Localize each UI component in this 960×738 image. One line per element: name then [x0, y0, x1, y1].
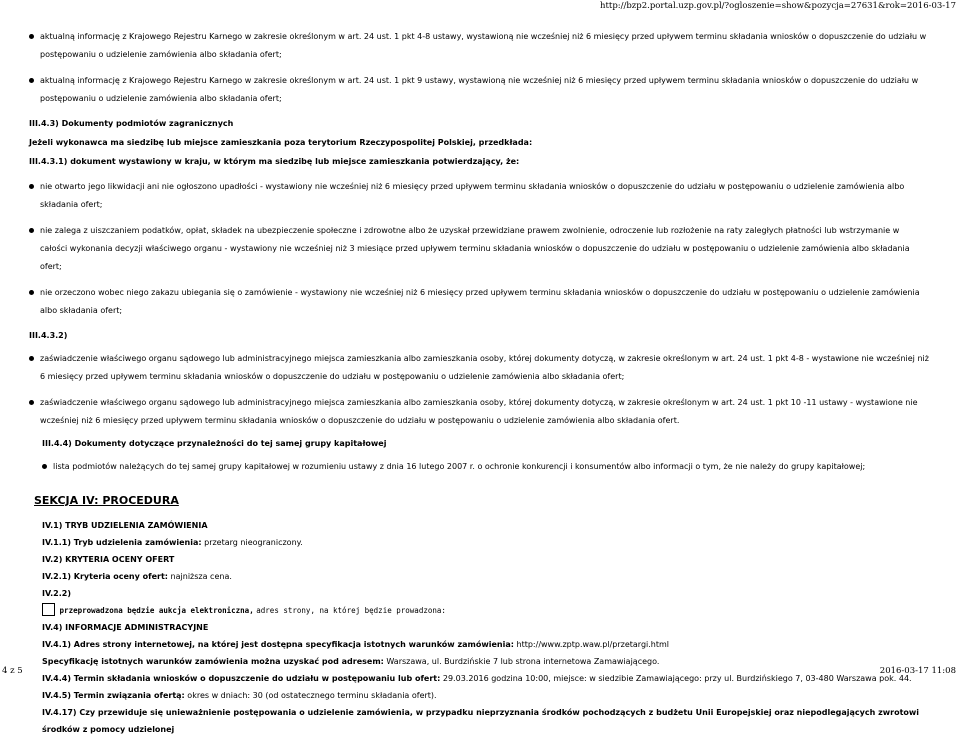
list-item: nie otwarto jego likwidacji ani nie ogłoszono upadłości - wystawiony nie wcześniej niż 6 miesięcy przed upływem terminu składania wniosków o dopuszczenie do udziału w postępowaniu o udzielenie zamówienia albo składania ofert;: [29, 178, 929, 214]
auction-checkbox[interactable]: [42, 603, 55, 616]
section-iii-4-4: [29, 436, 929, 476]
field-row: [42, 568, 929, 585]
section-heading: III.4.4) Dokumenty dotyczące przynależności do tej samej grupy kapitałowej: [42, 439, 387, 448]
section-subtitle: Jeżeli wykonawca ma siedzibę lub miejsce zamieszkania poza terytorium Rzeczypospolitej Polskiej, przedkłada:: [29, 138, 533, 147]
list-item: zaświadczenie właściwego organu sądowego lub administracyjnego miejsca zamieszkania albo zamieszkania osoby, której dokumenty dotyczą, w zakresie określonym w art. 24 ust. 1 pkt 10 -11 ustawy - wystawione nie wcześniej niż 6 miesięcy przed upływem terminu składania wniosków o dopuszczenie do udziału w postępowaniu o udzielenie zamówienia albo składania ofert.: [29, 394, 929, 430]
field-value: przetarg nieograniczony.: [204, 538, 303, 547]
subsection-heading: III.4.3.2): [29, 331, 68, 340]
checkbox-label-rest: adres strony, na której będzie prowadzona:: [256, 606, 446, 615]
field-value: 29.03.2016 godzina 10:00, miejsce: w siedzibie Zamawiającego: przy ul. Burdzińskiego 7, 03-480 Warszawa pok. 44.: [442, 674, 912, 683]
field-label: IV.2.1) Kryteria oceny ofert:: [42, 572, 168, 581]
bullet-list: [42, 458, 929, 476]
page-url: http://bzp2.portal.uzp.gov.pl/?ogloszenie=show&pozycja=27631&rok=2016-03-17: [600, 1, 956, 11]
field-row: [42, 534, 929, 551]
bullet-list: [29, 178, 929, 320]
field-label: IV.4.1) Adres strony internetowej, na której jest dostępna specyfikacja istotnych warunków zamówienia:: [42, 640, 514, 649]
document-body: [29, 28, 929, 738]
field-row: [42, 653, 929, 670]
field-label: IV.2.2): [42, 589, 72, 598]
field-value: najniższa cena.: [170, 572, 232, 581]
list-item: lista podmiotów należących do tej samej grupy kapitałowej w rozumieniu ustawy z dnia 16 lutego 2007 r. o ochronie konkurencji i konsumentów albo informacji o tym, że nie należy do grupy kapitałowej;: [42, 458, 929, 476]
section-iii-4-3: [29, 116, 929, 430]
bullet-list: [29, 350, 929, 430]
checkbox-label: przeprowadzona będzie aukcja elektroniczna,: [59, 606, 254, 615]
section-heading: IV.2) KRYTERIA OCENY OFERT: [42, 555, 175, 564]
field-label: IV.4.5) Termin związania ofertą:: [42, 691, 185, 700]
subsection-heading: III.4.3.1) dokument wystawiony w kraju, w którym ma siedzibę lub miejsce zamieszkania potwierdzający, że:: [29, 157, 520, 166]
field-label: IV.4.4) Termin składania wniosków o dopuszczenie do udziału w postępowaniu lub ofert:: [42, 674, 441, 683]
field-row: [42, 670, 929, 687]
section-heading: III.4.3) Dokumenty podmiotów zagranicznych: [29, 119, 234, 128]
print-timestamp: 2016-03-17 11:08: [879, 666, 956, 676]
field-row: [42, 636, 929, 653]
list-item: aktualną informację z Krajowego Rejestru Karnego w zakresie określonym w art. 24 ust. 1 pkt 9 ustawy, wystawioną nie wcześniej niż 6 miesięcy przed upływem terminu składania wniosków o dopuszczenie do udziału w postępowaniu o udzielenie zamówienia albo składania ofert;: [29, 72, 929, 108]
top-bullet-list: [29, 28, 929, 108]
list-item: nie orzeczono wobec niego zakazu ubiegania się o zamówienie - wystawiony nie wcześniej niż 6 miesięcy przed upływem terminu składania wniosków o dopuszczenie do udziału w postępowaniu o udzielenie zamówienia albo składania ofert;: [29, 284, 929, 320]
field-row: [42, 687, 929, 704]
section-iv: [29, 517, 929, 738]
section-heading-procedura: SEKCJA IV: PROCEDURA: [34, 494, 179, 507]
page-number: 4 z 5: [2, 666, 23, 676]
field-value: http://www.zptp.waw.pl/przetargi.html: [516, 640, 670, 649]
list-item: zaświadczenie właściwego organu sądowego lub administracyjnego miejsca zamieszkania albo zamieszkania osoby, której dokumenty dotyczą, w zakresie określonym w art. 24 ust. 1 pkt 4-8 - wystawione nie wcześniej niż 6 miesięcy przed upływem terminu składania wniosków o dopuszczenie do udziału w postępowaniu o udzielenie zamówienia albo składania ofert;: [29, 350, 929, 386]
field-value: Warszawa, ul. Burdzińskie 7 lub strona internetowa Zamawiającego.: [386, 657, 660, 666]
field-label: IV.4.17) Czy przewiduje się unieważnienie postępowania o udzielenie zamówienia, w przypadku nieprzyznania środków pochodzących z budżetu Unii Europejskiej oraz niepodlegających zwrotowi środków z pomocy udzielonej: [42, 708, 920, 734]
auction-checkbox-row: [42, 602, 929, 619]
section-heading: IV.4) INFORMACJE ADMINISTRACYJNE: [42, 623, 209, 632]
list-item: nie zalega z uiszczaniem podatków, opłat, składek na ubezpieczenie społeczne i zdrowotne albo że uzyskał przewidziane prawem zwolnienie, odroczenie lub rozłożenie na raty zaległych płatności lub wstrzymanie w całości wykonania decyzji właściwego organu - wystawiony nie wcześniej niż 3 miesiące przed upływem terminu składania wniosków o dopuszczenie do udziału w postępowaniu o udzielenie zamówienia albo składania ofert;: [29, 222, 929, 276]
list-item: aktualną informację z Krajowego Rejestru Karnego w zakresie określonym w art. 24 ust. 1 pkt 4-8 ustawy, wystawioną nie wcześniej niż 6 miesięcy przed upływem terminu składania wniosków o dopuszczenie do udziału w postępowaniu o udzielenie zamówienia albo składania ofert;: [29, 28, 929, 64]
field-label: Specyfikację istotnych warunków zamówienia można uzyskać pod adresem:: [42, 657, 384, 666]
field-label: IV.1.1) Tryb udzielenia zamówienia:: [42, 538, 202, 547]
section-heading: IV.1) TRYB UDZIELENIA ZAMÓWIENIA: [42, 521, 208, 530]
field-value: okres w dniach: 30 (od ostatecznego terminu składania ofert).: [187, 691, 437, 700]
